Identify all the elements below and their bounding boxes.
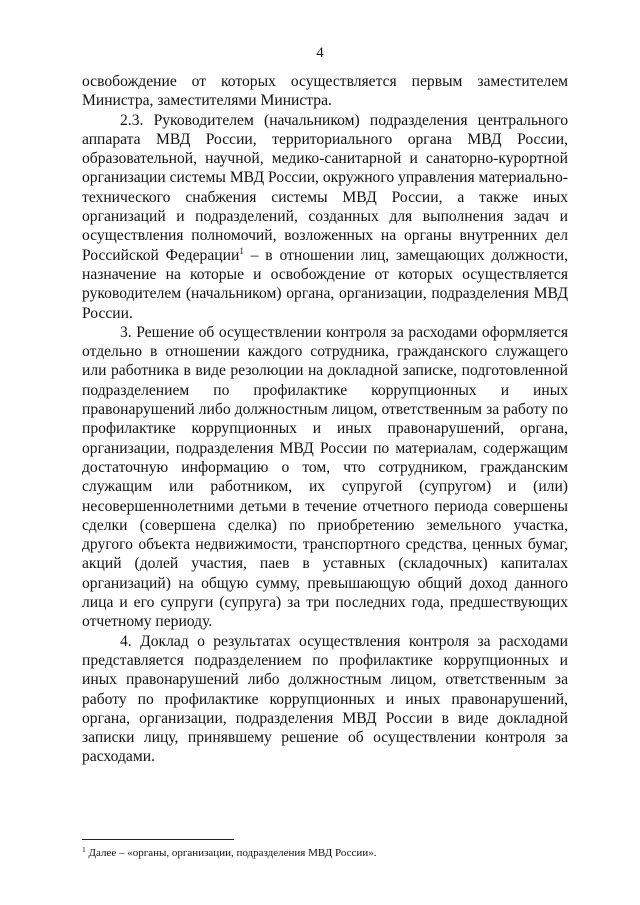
paragraph-4 (82, 632, 568, 767)
document-body (82, 72, 568, 767)
paragraph-continuation (82, 72, 568, 111)
paragraph-text: освобождение от которых осуществляется первым заместителем Министра, заместителями Министра. (82, 73, 568, 110)
paragraph-text: 2.3. Руководителем (начальником) подразделения центрального аппарата МВД России, территориального органа МВД России, образовательной, научной, медико-санитарной и санаторно-курортной организации системы МВД России, окружного управления материально-технического снабжения системы МВД России, а также иных организаций и подразделений, созданных для выполнения задач и осуществления полномочий, возложенных на органы внутренних дел Российской Федерации (82, 111, 568, 264)
footnote-reference: 1 (239, 245, 244, 256)
footnote-marker: 1 (82, 845, 86, 854)
footnote-separator (82, 839, 234, 840)
paragraph-text: 3. Решение об осуществлении контроля за расходами оформляется отдельно в отношении каждого сотрудника, гражданского служащего или работника в виде резолюции на докладной записке, подготовленной подразделением по профилактике коррупционных и иных правонарушений либо должностным лицом, ответственным за работу по профилактике коррупционных и иных правонарушений, органа, организации, подразделения МВД России по материалам, содержащим достаточную информацию о том, что сотрудником, гражданским служащим или работником, их супругой (супругом) и (или) несовершеннолетними детьми в течение отчетного периода совершены сделки (совершена сделка) по приобретению земельного участка, другого объекта недвижимости, транспортного средства, ценных бумаг, акций (долей участия, паев в уставных (складочных) капиталах организаций) на общую сумму, превышающую общий доход данного лица и его супруги (супруга) за три последних года, предшествующих отчетному периоду. (82, 323, 568, 631)
paragraph-text: 4. Доклад о результатах осуществления контроля за расходами представляется подразделением по профилактике коррупционных и иных правонарушений либо должностным лицом, ответственным за работу по профилактике коррупционных и иных правонарушений, органа, организации, подразделения МВД России в виде докладной записки лицу, принявшему решение об осуществлении контроля за расходами. (82, 632, 568, 766)
paragraph-text-continued: – в отношении лиц, замещающих должности, назначение на которые и освобождение от которых осуществляется руководителем (начальником) органа, организации, подразделения МВД России. (82, 246, 568, 322)
footnote (82, 846, 568, 860)
footnote-text: Далее – «органы, организации, подразделения МВД России». (85, 847, 377, 859)
paragraph-3 (82, 323, 568, 632)
page-number: 4 (316, 45, 324, 61)
paragraph-2-3 (82, 111, 568, 323)
